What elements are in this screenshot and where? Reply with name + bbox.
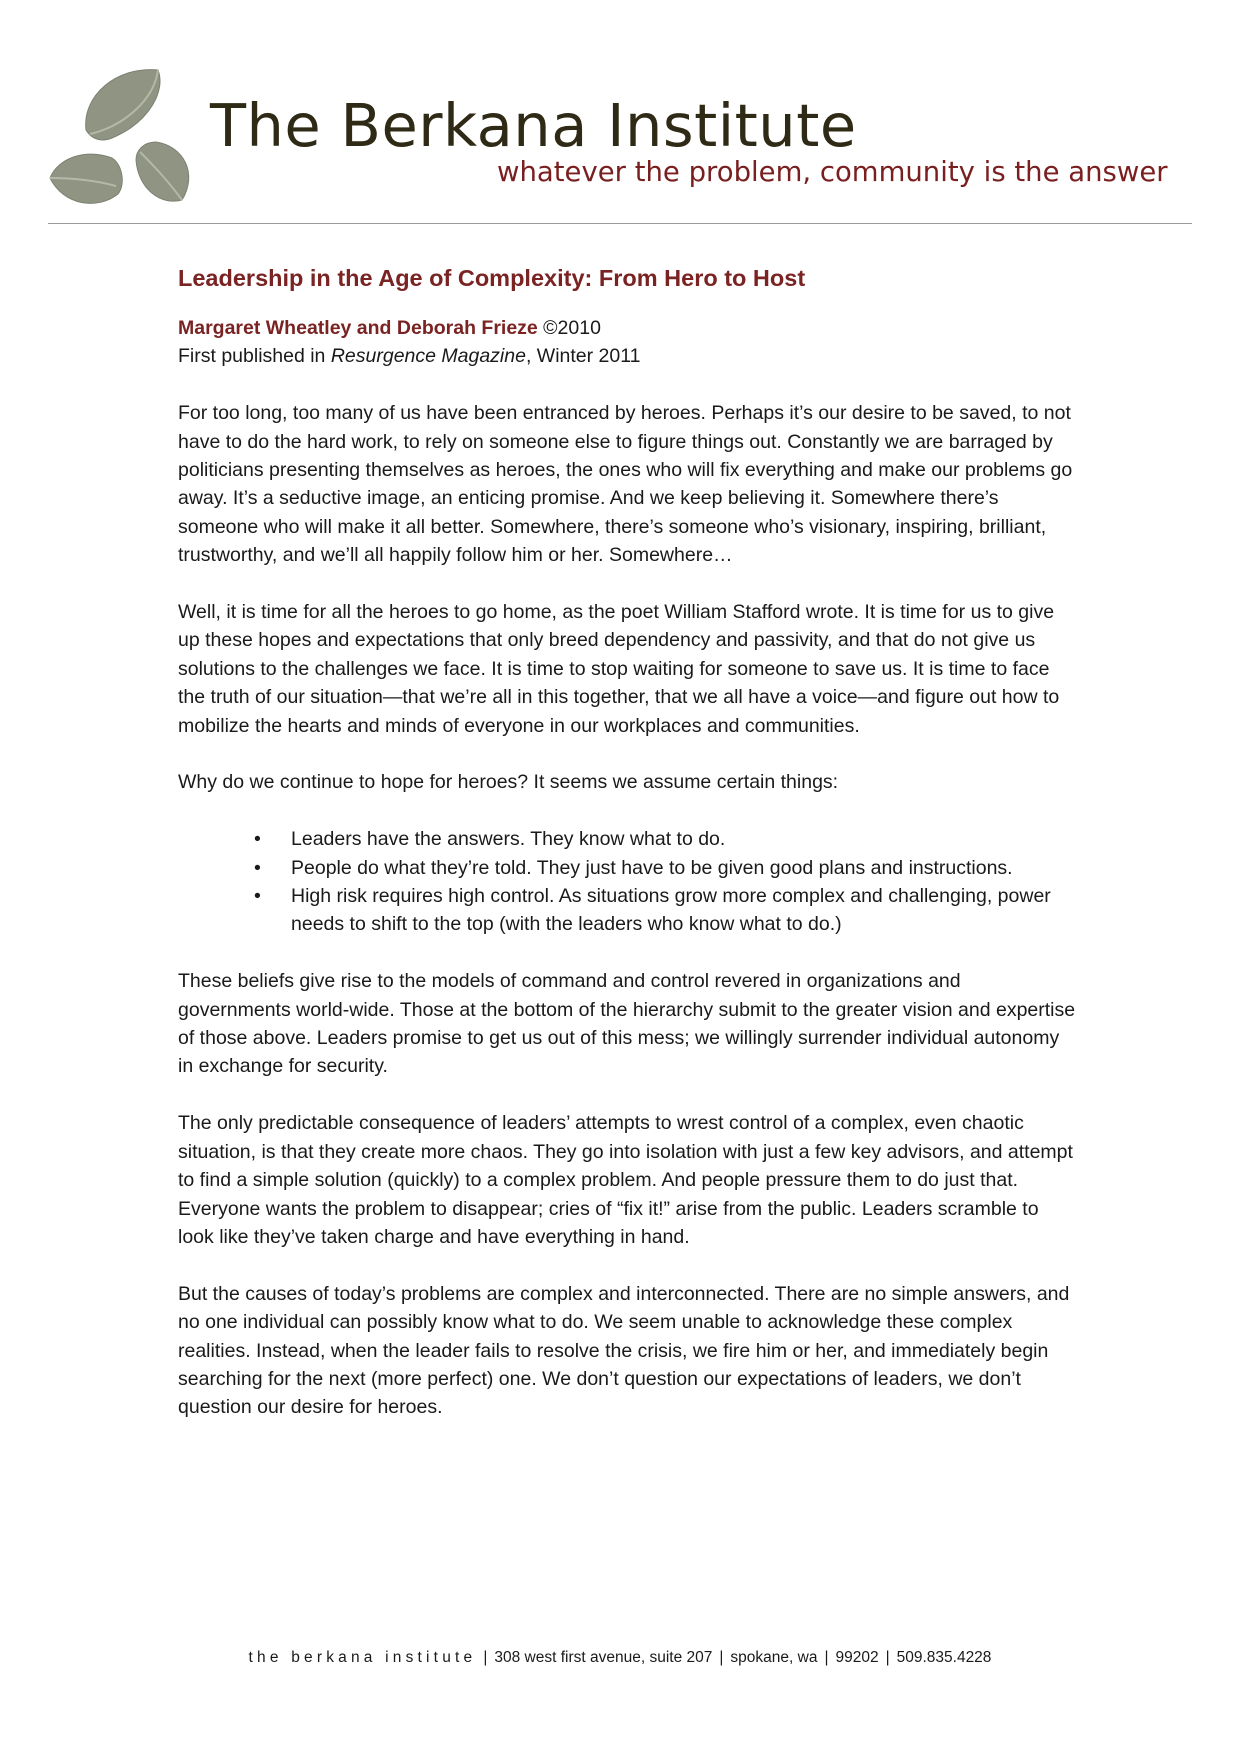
header-divider (48, 223, 1192, 224)
paragraph: These beliefs give rise to the models of command and control revered in organizations and governments world-wide. Those at the bottom of the hierarchy submit to the greater vision and expertise of those above. Leaders promise to get us out of this mess; we willingly surrender individual autonomy in exchange for security. (178, 970, 1076, 1078)
list-item (178, 825, 1078, 853)
footer-separator: | (885, 1649, 890, 1666)
footer-separator: | (824, 1649, 829, 1666)
footer-separator: | (719, 1649, 724, 1666)
list-item (178, 882, 1078, 939)
article-body (178, 262, 1078, 1422)
paragraph: Why do we continue to hope for heroes? It seems we assume certain things: (178, 771, 839, 794)
bullet-icon: • (254, 828, 261, 851)
publication-prefix: First published in (178, 345, 331, 368)
footer-address: 308 west first avenue, suite 207 (494, 1649, 713, 1666)
list-item-text: People do what they’re told. They just have to be given good plans and instructions. (291, 856, 1013, 879)
magazine-name: Resurgence Magazine (330, 345, 526, 368)
paragraph: But the causes of today’s problems are complex and interconnected. There are no simple answers, and no one individual can possibly know what to do. We seem unable to acknowledge these complex realities. Instead, when the leader fails to resolve the crisis, we fire him or her, and immediately begin searching for the next (more perfect) one. We don’t question our expectations of leaders, we don’t question our desire for heroes. (178, 1282, 1070, 1419)
paragraph: For too long, too many of us have been entranced by heroes. Perhaps it’s our desire to be saved, to not have to do the hard work, to rely on someone else to figure things out. Constantly we are barraged by politicians presenting themselves as heroes, the ones who will fix everything and make our problems go away. It’s a seductive image, an enticing promise. And we keep believing it. Somewhere there’s someone who will make it all better. Somewhere, there’s someone who’s visionary, inspiring, brilliant, trustworthy, and we’ll all happily follow him or her. Somewhere… (178, 402, 1073, 567)
list-item-text: Leaders have the answers. They know what to do. (291, 828, 726, 851)
publication-line (178, 342, 1078, 370)
footer-organization: the berkana institute (248, 1649, 477, 1666)
assumptions-list (178, 825, 1078, 939)
footer-zip: 99202 (835, 1649, 879, 1666)
article-title: Leadership in the Age of Complexity: From Hero to Host (178, 265, 806, 291)
footer-phone: 509.835.4228 (896, 1649, 992, 1666)
paragraph: The only predictable consequence of leaders’ attempts to wrest control of a complex, even chaotic situation, is that they create more chaos. They go into isolation with just a few key advisors, and attempt to find a simple solution (quickly) to a complex problem. And people pressure them to do just that. Everyone wants the problem to disappear; cries of “fix it!” arise from the public. Leaders scramble to look like they’ve taken charge and have everything in hand. (178, 1112, 1073, 1248)
footer-separator: | (483, 1649, 488, 1666)
bullet-icon: • (254, 885, 261, 908)
letterhead (0, 0, 1240, 230)
three-leaf-circle-logo-icon (46, 60, 201, 215)
authors: Margaret Wheatley and Deborah Frieze (178, 317, 538, 339)
bullet-icon: • (254, 856, 261, 879)
publication-suffix: , Winter 2011 (525, 345, 641, 368)
byline (178, 314, 1078, 371)
list-item (178, 854, 1078, 882)
page-footer (0, 1649, 1240, 1667)
author-line (178, 314, 1078, 342)
footer-city: spokane, wa (730, 1649, 818, 1666)
organization-name: The Berkana Institute (210, 91, 857, 160)
copyright: ©2010 (537, 317, 601, 339)
list-item-text: High risk requires high control. As situations grow more complex and challenging, power needs to shift to the top (with the leaders who know what to do.) (291, 885, 1051, 936)
paragraph: Well, it is time for all the heroes to go home, as the poet William Stafford wrote. It is time for us to give up these hopes and expectations that only breed dependency and passivity, and that do not give us solutions to the challenges we face. It is time to stop waiting for someone to save us. It is time to face the truth of our situation—that we’re all in this together, that we all have a voice—and figure out how to mobilize the hearts and minds of everyone in our workplaces and communities. (178, 601, 1060, 737)
tagline: whatever the problem, community is the answer (497, 156, 1168, 188)
